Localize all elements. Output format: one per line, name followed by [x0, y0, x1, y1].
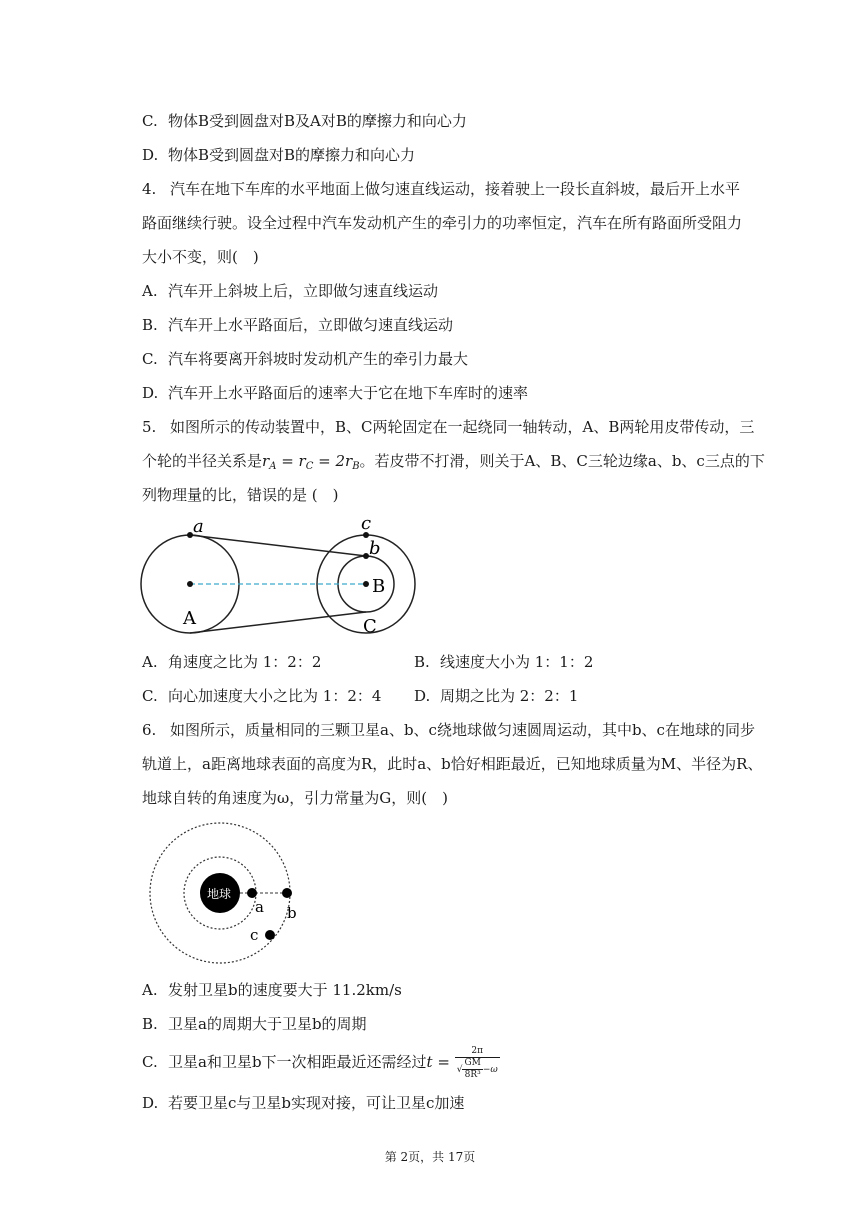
q6-satellite-figure	[145, 820, 305, 970]
q6-option-a	[142, 980, 402, 1000]
question-number: 4.	[142, 180, 157, 198]
stem-text: 如图所示，质量相同的三颗卫星a、b、c绕地球做匀速圆周运动，其中b、c在地球的同步	[170, 721, 755, 739]
formula-denominator: √ $\frac{GM}{\text{8R³}}$ −ω	[456, 1057, 498, 1080]
inner-denominator: 8R³	[464, 1069, 481, 1080]
option-label: B.	[142, 1015, 158, 1033]
q5-pulley-figure	[135, 512, 425, 642]
belt-bottom	[190, 612, 366, 633]
period-formula	[455, 1046, 500, 1081]
q6-stem-line-2: 轨道上，a距离地球表面的高度为R，此时a、b恰好相距最近，已知地球质量为M、半径为R、	[142, 755, 763, 773]
radius-formula: $r_A = r_C = 2r_B$	[262, 452, 360, 472]
belt-top	[190, 535, 366, 556]
center-b	[363, 581, 369, 587]
q4-option-c	[142, 349, 468, 369]
option-label: C.	[142, 112, 158, 130]
option-text: 发射卫星b的速度要大于 11.2km/s	[168, 981, 402, 999]
q5-option-d	[414, 686, 578, 706]
option-text: 汽车将要离开斜坡时发动机产生的牵引力最大	[168, 350, 469, 368]
center-a	[187, 581, 193, 587]
option-label: D.	[142, 384, 159, 402]
stem-text: 汽车在地下车库的水平地面上做匀速直线运动，接着驶上一段长直斜坡，最后开上水平	[170, 180, 741, 198]
option-label: C.	[142, 1053, 158, 1071]
option-text: 角速度之比为 1：2：2	[168, 653, 322, 671]
q5-option-b	[414, 652, 593, 672]
earth-label: 地球	[207, 887, 232, 901]
q3-option-d	[142, 145, 415, 165]
option-text: 卫星a的周期大于卫星b的周期	[168, 1015, 367, 1033]
label-wheel-a: A	[183, 608, 196, 629]
inner-fraction	[462, 1058, 482, 1081]
option-label: D.	[142, 1094, 159, 1112]
q6-option-c	[142, 1044, 500, 1081]
option-text: 向心加速度大小之比为 1：2：4	[168, 687, 382, 705]
option-text: 周期之比为 2：2：1	[440, 687, 579, 705]
label-satellite-c: c	[250, 926, 259, 944]
option-text: 线速度大小为 1：1：2	[440, 653, 594, 671]
option-label: C.	[142, 687, 158, 705]
label-satellite-b: b	[287, 904, 297, 922]
q6-stem-line-3: 地球自转的角速度为ω，引力常量为G，则( )	[142, 789, 448, 807]
stem-text: 。若皮带不打滑，则关于A、B、C三轮边缘a、b、c三点的下	[359, 452, 765, 470]
q4-option-a	[142, 281, 438, 301]
label-c-point: c	[361, 513, 372, 534]
q4-stem-line-3: 大小不变，则( )	[142, 248, 259, 266]
q6-option-b	[142, 1014, 367, 1034]
option-label: A.	[142, 981, 158, 999]
question-number: 6.	[142, 721, 157, 739]
q3-option-c	[142, 111, 467, 131]
option-label: B.	[142, 316, 158, 334]
satellite-a	[247, 888, 257, 898]
q5-stem-line-1	[142, 417, 754, 437]
q4-stem-line-2: 路面继续行驶。设全过程中汽车发动机产生的牵引力的功率恒定，汽车在所有路面所受阻力	[142, 214, 743, 232]
option-text: 汽车开上水平路面后，立即做匀速直线运动	[168, 316, 454, 334]
option-text: 若要卫星c与卫星b实现对接，可让卫星c加速	[168, 1094, 465, 1112]
label-wheel-b: B	[372, 576, 386, 597]
label-satellite-a: a	[255, 898, 264, 916]
stem-text: 个轮的半径关系是	[142, 452, 263, 470]
q5-stem-line-3: 列物理量的比，错误的是 ( )	[142, 486, 339, 504]
option-text: 汽车开上斜坡上后，立即做匀速直线运动	[168, 282, 439, 300]
q5-option-c	[142, 686, 381, 706]
option-label: C.	[142, 350, 158, 368]
q6-option-d	[142, 1093, 464, 1113]
option-text: 汽车开上水平路面后的速率大于它在地下车库时的速率	[168, 384, 529, 402]
option-label: B.	[414, 653, 430, 671]
q4-option-b	[142, 315, 453, 335]
option-text: 物体B受到圆盘对B及A对B的摩擦力和向心力	[168, 112, 467, 130]
q6-stem-line-1	[142, 720, 755, 740]
q5-stem-line-2	[142, 451, 765, 477]
label-b-point: b	[369, 538, 381, 559]
q4-option-d	[142, 383, 528, 403]
page-footer: 第 2页，共 17页	[384, 1150, 476, 1164]
formula-t: t =	[426, 1053, 450, 1071]
label-wheel-c: C	[363, 616, 377, 637]
q4-stem-line-1	[142, 179, 740, 199]
option-label: A.	[142, 282, 158, 300]
label-a-point: a	[193, 516, 204, 537]
option-label: D.	[414, 687, 431, 705]
stem-text: 如图所示的传动装置中，B、C两轮固定在一起绕同一轴转动，A、B两轮用皮带传动，三	[170, 418, 755, 436]
option-text: 卫星a和卫星b下一次相距最近还需经过	[168, 1053, 427, 1071]
formula-numerator: 2π	[455, 1046, 500, 1058]
q5-option-a	[142, 652, 321, 672]
satellite-c	[265, 930, 275, 940]
satellite-b	[282, 888, 292, 898]
option-label: D.	[142, 146, 159, 164]
inner-numerator: GM	[464, 1057, 481, 1068]
option-text: 物体B受到圆盘对B的摩擦力和向心力	[168, 146, 416, 164]
option-label: A.	[142, 653, 158, 671]
omega-symbol: ω	[490, 1064, 498, 1075]
question-number: 5.	[142, 418, 157, 436]
